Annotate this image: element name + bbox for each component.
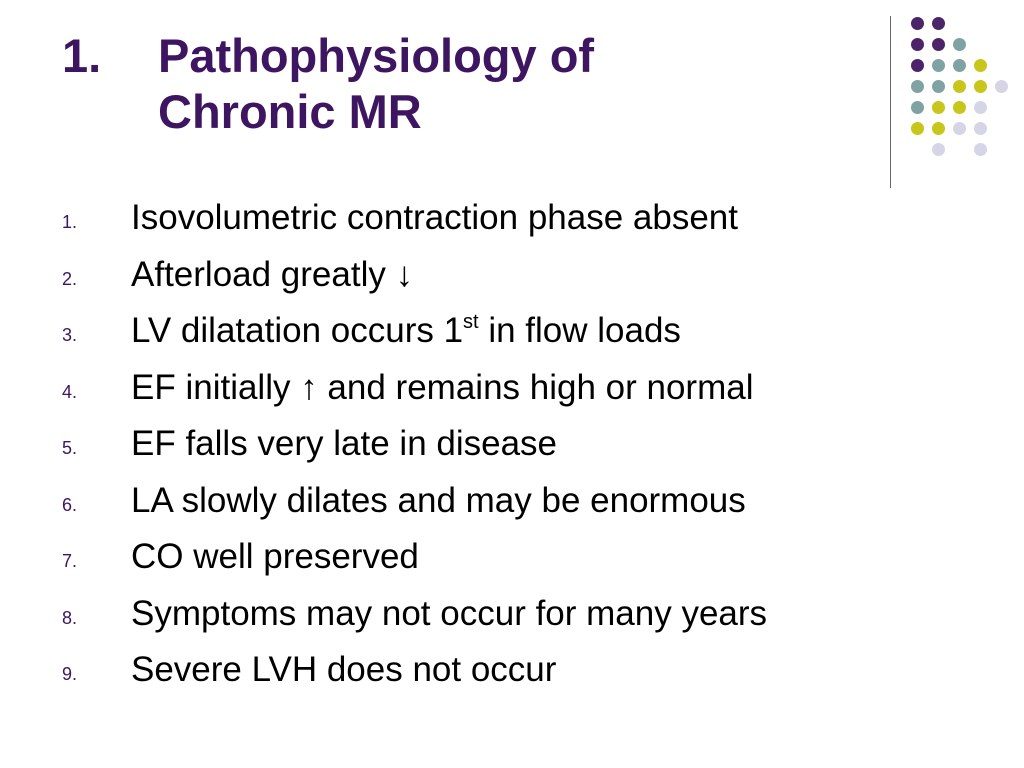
list-item (62, 364, 767, 421)
teal-dot (932, 80, 945, 93)
yellow-dot (974, 59, 987, 72)
slide-title (62, 28, 594, 140)
item-text: Symptoms may not occur for many years (131, 593, 768, 633)
purple-dot (932, 17, 945, 30)
teal-dot (953, 59, 966, 72)
title-line-2 (62, 84, 594, 140)
item-text-after: in flow loads (478, 311, 681, 350)
title-number: 1. (62, 29, 102, 82)
superscript: st (463, 311, 479, 333)
item-number: 3. (62, 325, 78, 345)
item-number: 6. (62, 494, 78, 515)
list-item (62, 420, 767, 477)
item-text: CO well preserved (131, 537, 419, 576)
teal-dot (953, 38, 966, 51)
purple-dot (911, 38, 924, 51)
purple-dot (932, 38, 945, 51)
bullet-list (62, 194, 767, 703)
item-number: 8. (62, 607, 78, 628)
item-number: 9. (62, 664, 78, 684)
list-item (62, 307, 767, 364)
lavender-dot (974, 101, 987, 114)
item-number: 2. (62, 268, 78, 289)
item-text: EF falls very late in disease (131, 424, 558, 463)
item-text: Severe LVH does not occur (131, 650, 557, 689)
yellow-dot (932, 101, 945, 114)
yellow-dot (932, 122, 945, 135)
lavender-dot (953, 122, 966, 135)
teal-dot (911, 80, 924, 93)
item-text: LA slowly dilates and may be enormous (131, 480, 746, 520)
item-text: EF initially ↑ and remains high or normal (131, 367, 754, 407)
yellow-dot (974, 80, 987, 93)
title-line-1 (62, 28, 594, 84)
list-item (62, 646, 767, 703)
lavender-dot (932, 143, 945, 156)
title-text-line-2: Chronic MR (158, 85, 422, 138)
list-item (62, 590, 767, 647)
vertical-divider (890, 16, 891, 188)
lavender-dot (974, 122, 987, 135)
list-item (62, 194, 767, 251)
item-text: Isovolumetric contraction phase absent (131, 198, 738, 237)
yellow-dot (953, 80, 966, 93)
title-indent (62, 84, 158, 140)
item-text: Afterload greatly ↓ (131, 254, 414, 294)
purple-dot (911, 17, 924, 30)
teal-dot (932, 59, 945, 72)
item-number: 5. (62, 438, 78, 458)
list-item (62, 533, 767, 590)
teal-dot (911, 101, 924, 114)
list-item (62, 477, 767, 534)
yellow-dot (911, 122, 924, 135)
item-text (131, 307, 681, 352)
purple-dot (911, 59, 924, 72)
item-number: 1. (62, 212, 78, 232)
yellow-dot (953, 101, 966, 114)
lavender-dot (974, 143, 987, 156)
lavender-dot (995, 80, 1008, 93)
item-number: 4. (62, 381, 78, 402)
item-number: 7. (62, 551, 78, 571)
title-text-line-1: Pathophysiology of (158, 29, 595, 82)
list-item (62, 251, 767, 308)
item-text-before: LV dilatation occurs 1 (131, 311, 464, 350)
